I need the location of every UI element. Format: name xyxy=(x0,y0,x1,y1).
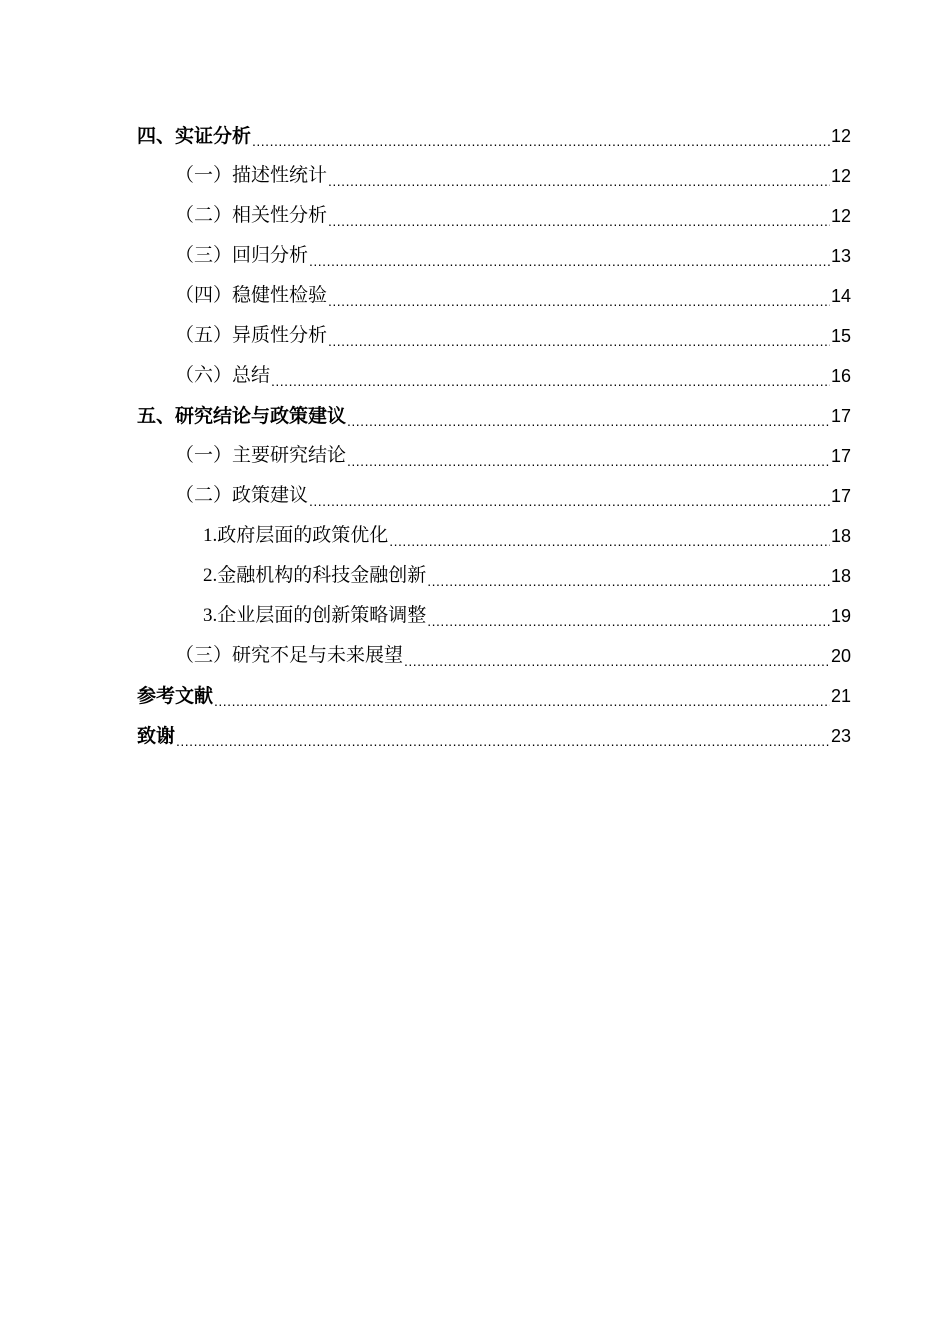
toc-entry[interactable] xyxy=(137,236,851,276)
toc-entry[interactable] xyxy=(137,436,851,476)
table-of-contents xyxy=(137,116,851,756)
toc-entry-label: （二）政策建议 xyxy=(175,485,309,506)
toc-dot-leader xyxy=(252,116,830,156)
toc-entry[interactable] xyxy=(137,316,851,356)
toc-entry-label: （六）总结 xyxy=(175,365,271,386)
toc-entry[interactable] xyxy=(137,596,851,636)
toc-entry-page: 16 xyxy=(830,366,851,386)
toc-entry-label: 3.企业层面的创新策略调整 xyxy=(203,605,427,626)
toc-entry-label: （三）研究不足与未来展望 xyxy=(175,645,404,666)
toc-entry-label: 五、研究结论与政策建议 xyxy=(137,405,347,427)
toc-entry-page: 21 xyxy=(830,686,851,706)
toc-dot-leader xyxy=(404,636,830,676)
toc-dot-leader xyxy=(347,396,830,436)
toc-dot-leader xyxy=(309,476,830,516)
toc-entry-page: 17 xyxy=(830,446,851,466)
toc-dot-leader xyxy=(214,676,830,716)
toc-entry-page: 23 xyxy=(830,726,851,746)
toc-entry-page: 14 xyxy=(830,286,851,306)
toc-entry-label: 四、实证分析 xyxy=(137,125,252,147)
toc-entry-page: 15 xyxy=(830,326,851,346)
toc-entry[interactable] xyxy=(137,476,851,516)
toc-entry-page: 13 xyxy=(830,246,851,266)
toc-entry[interactable] xyxy=(137,156,851,196)
toc-entry-label: 2.金融机构的科技金融创新 xyxy=(203,565,427,586)
toc-entry-label: （一）描述性统计 xyxy=(175,165,328,186)
toc-entry[interactable] xyxy=(137,356,851,396)
toc-dot-leader xyxy=(328,276,830,316)
toc-entry-label: （四）稳健性检验 xyxy=(175,285,328,306)
toc-entry[interactable] xyxy=(137,516,851,556)
toc-dot-leader xyxy=(309,236,830,276)
toc-entry[interactable] xyxy=(137,196,851,236)
toc-entry-page: 18 xyxy=(830,566,851,586)
toc-dot-leader xyxy=(328,156,830,196)
toc-entry[interactable] xyxy=(137,636,851,676)
toc-entry-page: 20 xyxy=(830,646,851,666)
toc-entry-label: （一）主要研究结论 xyxy=(175,445,347,466)
toc-entry[interactable] xyxy=(137,276,851,316)
toc-dot-leader xyxy=(328,196,830,236)
toc-entry[interactable] xyxy=(137,556,851,596)
toc-entry[interactable] xyxy=(137,676,851,716)
toc-entry-label: （五）异质性分析 xyxy=(175,325,328,346)
toc-entry-label: 致谢 xyxy=(137,725,176,747)
toc-entry-page: 18 xyxy=(830,526,851,546)
toc-entry-page: 17 xyxy=(830,486,851,506)
toc-dot-leader xyxy=(427,596,830,636)
toc-dot-leader xyxy=(328,316,830,356)
toc-dot-leader xyxy=(271,356,830,396)
toc-dot-leader xyxy=(389,516,830,556)
toc-entry-page: 12 xyxy=(830,206,851,226)
toc-entry-page: 19 xyxy=(830,606,851,626)
toc-entry[interactable] xyxy=(137,716,851,756)
toc-entry-page: 12 xyxy=(830,166,851,186)
toc-entry-label: 参考文献 xyxy=(137,685,214,707)
toc-dot-leader xyxy=(427,556,830,596)
toc-entry-label: 1.政府层面的政策优化 xyxy=(203,525,389,546)
toc-dot-leader xyxy=(347,436,830,476)
toc-entry-label: （二）相关性分析 xyxy=(175,205,328,226)
toc-entry-label: （三）回归分析 xyxy=(175,245,309,266)
toc-entry[interactable] xyxy=(137,396,851,436)
toc-entry[interactable] xyxy=(137,116,851,156)
toc-entry-page: 17 xyxy=(830,406,851,426)
toc-dot-leader xyxy=(176,716,830,756)
toc-entry-page: 12 xyxy=(830,126,851,146)
